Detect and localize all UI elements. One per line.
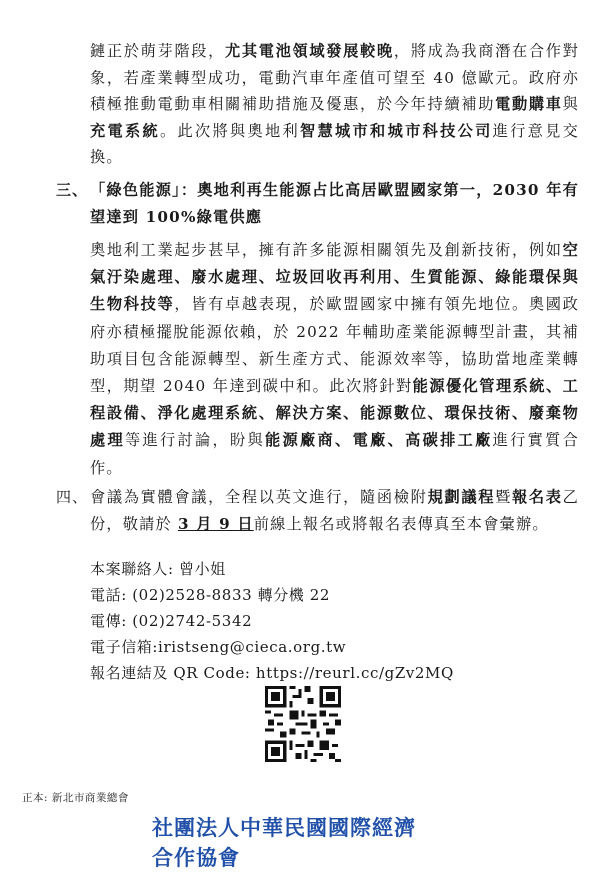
bold-run: 智慧城市和城市科技公司	[300, 121, 493, 140]
text-run: 與	[562, 95, 579, 113]
section4-paragraph	[90, 484, 579, 538]
contact-email: 電子信箱:iristseng@cieca.org.tw	[90, 638, 347, 656]
text-run: 等進行討論，盼與	[125, 431, 266, 450]
section4-number: 四、	[56, 488, 89, 506]
bold-run: 充電系統	[90, 121, 161, 140]
text-run: 。此次將與奧地利	[160, 121, 301, 140]
section3-number: 三、	[56, 181, 89, 199]
qr-code-icon[interactable]	[265, 686, 341, 762]
text-run: 奧地利工業起步甚早，擁有許多能源相關領先及創新技術，例如	[90, 241, 563, 259]
bold-run: 規劃議程	[427, 488, 496, 506]
bold-run: 電動購車	[495, 95, 563, 113]
section3-paragraph	[90, 237, 579, 482]
bold-run: 空氣汙染處理、廢水處理、垃圾回收再利用、生質能源、綠能環保與生物科技等	[90, 241, 579, 314]
registration-link: 報名連結及 QR Code: https://reurl.cc/gZv2MQ	[90, 664, 454, 682]
text-run: 進行意見交換。	[90, 121, 579, 166]
contact-person: 本案聯絡人: 曾小姐	[90, 560, 226, 578]
bold-run: 能源優化管理系統、工程設備、淨化處理系統、解決方案、能源數位、環保技術、廢棄物處理	[90, 377, 580, 450]
text-run: 暨	[495, 488, 512, 506]
copy-recipient: 正本: 新北市商業總會	[22, 792, 129, 804]
bold-run: 尤其電池領域發展較晚	[225, 42, 394, 60]
organization-seal: 社團法人中華民國國際經濟合作協會	[152, 815, 416, 870]
text-run: 乙份，敬請於	[90, 488, 579, 533]
text-run: ，將成為我商潛在合作對象，若產業轉型成功，電動汽車年產值可望至 40 億歐元。政府亦積極推動電動車相關補助措施及優惠，於今年持續補助	[90, 42, 580, 113]
section2-continued-paragraph	[90, 38, 579, 171]
bold-run: 能源廠商、電廠、高碳排工廠	[265, 431, 493, 450]
text-run: ，皆有卓越表現，於歐盟國家中擁有領先地位。奧國政府亦積極擺脫能源依賴，於 2022 年輔助產業能源轉型計畫，其補助項目包含能源轉型、新生產方式、能源效率等，協助當地產業轉型，期望 2040 年達到碳中和。此次將針對	[90, 295, 580, 396]
contact-fax: 電傳: (02)2742-5342	[90, 612, 253, 630]
contact-phone: 電話: (02)2528-8833 轉分機 22	[90, 586, 331, 604]
deadline-date: 3 月 9 日	[177, 515, 254, 533]
bold-run: 報名表	[511, 488, 563, 506]
text-run: 進行實質合作。	[90, 431, 579, 477]
section3-heading-text: 「綠色能源」：奧地利再生能源占比高居歐盟國家第一，2030 年有望達到 100%綠電供應	[90, 181, 579, 226]
text-run: 鏈正於萌芽階段，	[90, 42, 226, 60]
section3-heading	[90, 177, 579, 231]
text-run: 前線上報名或將報名表傳真至本會彙辦。	[253, 515, 549, 533]
text-run: 會議為實體會議，全程以英文進行，隨函檢附	[90, 488, 428, 506]
